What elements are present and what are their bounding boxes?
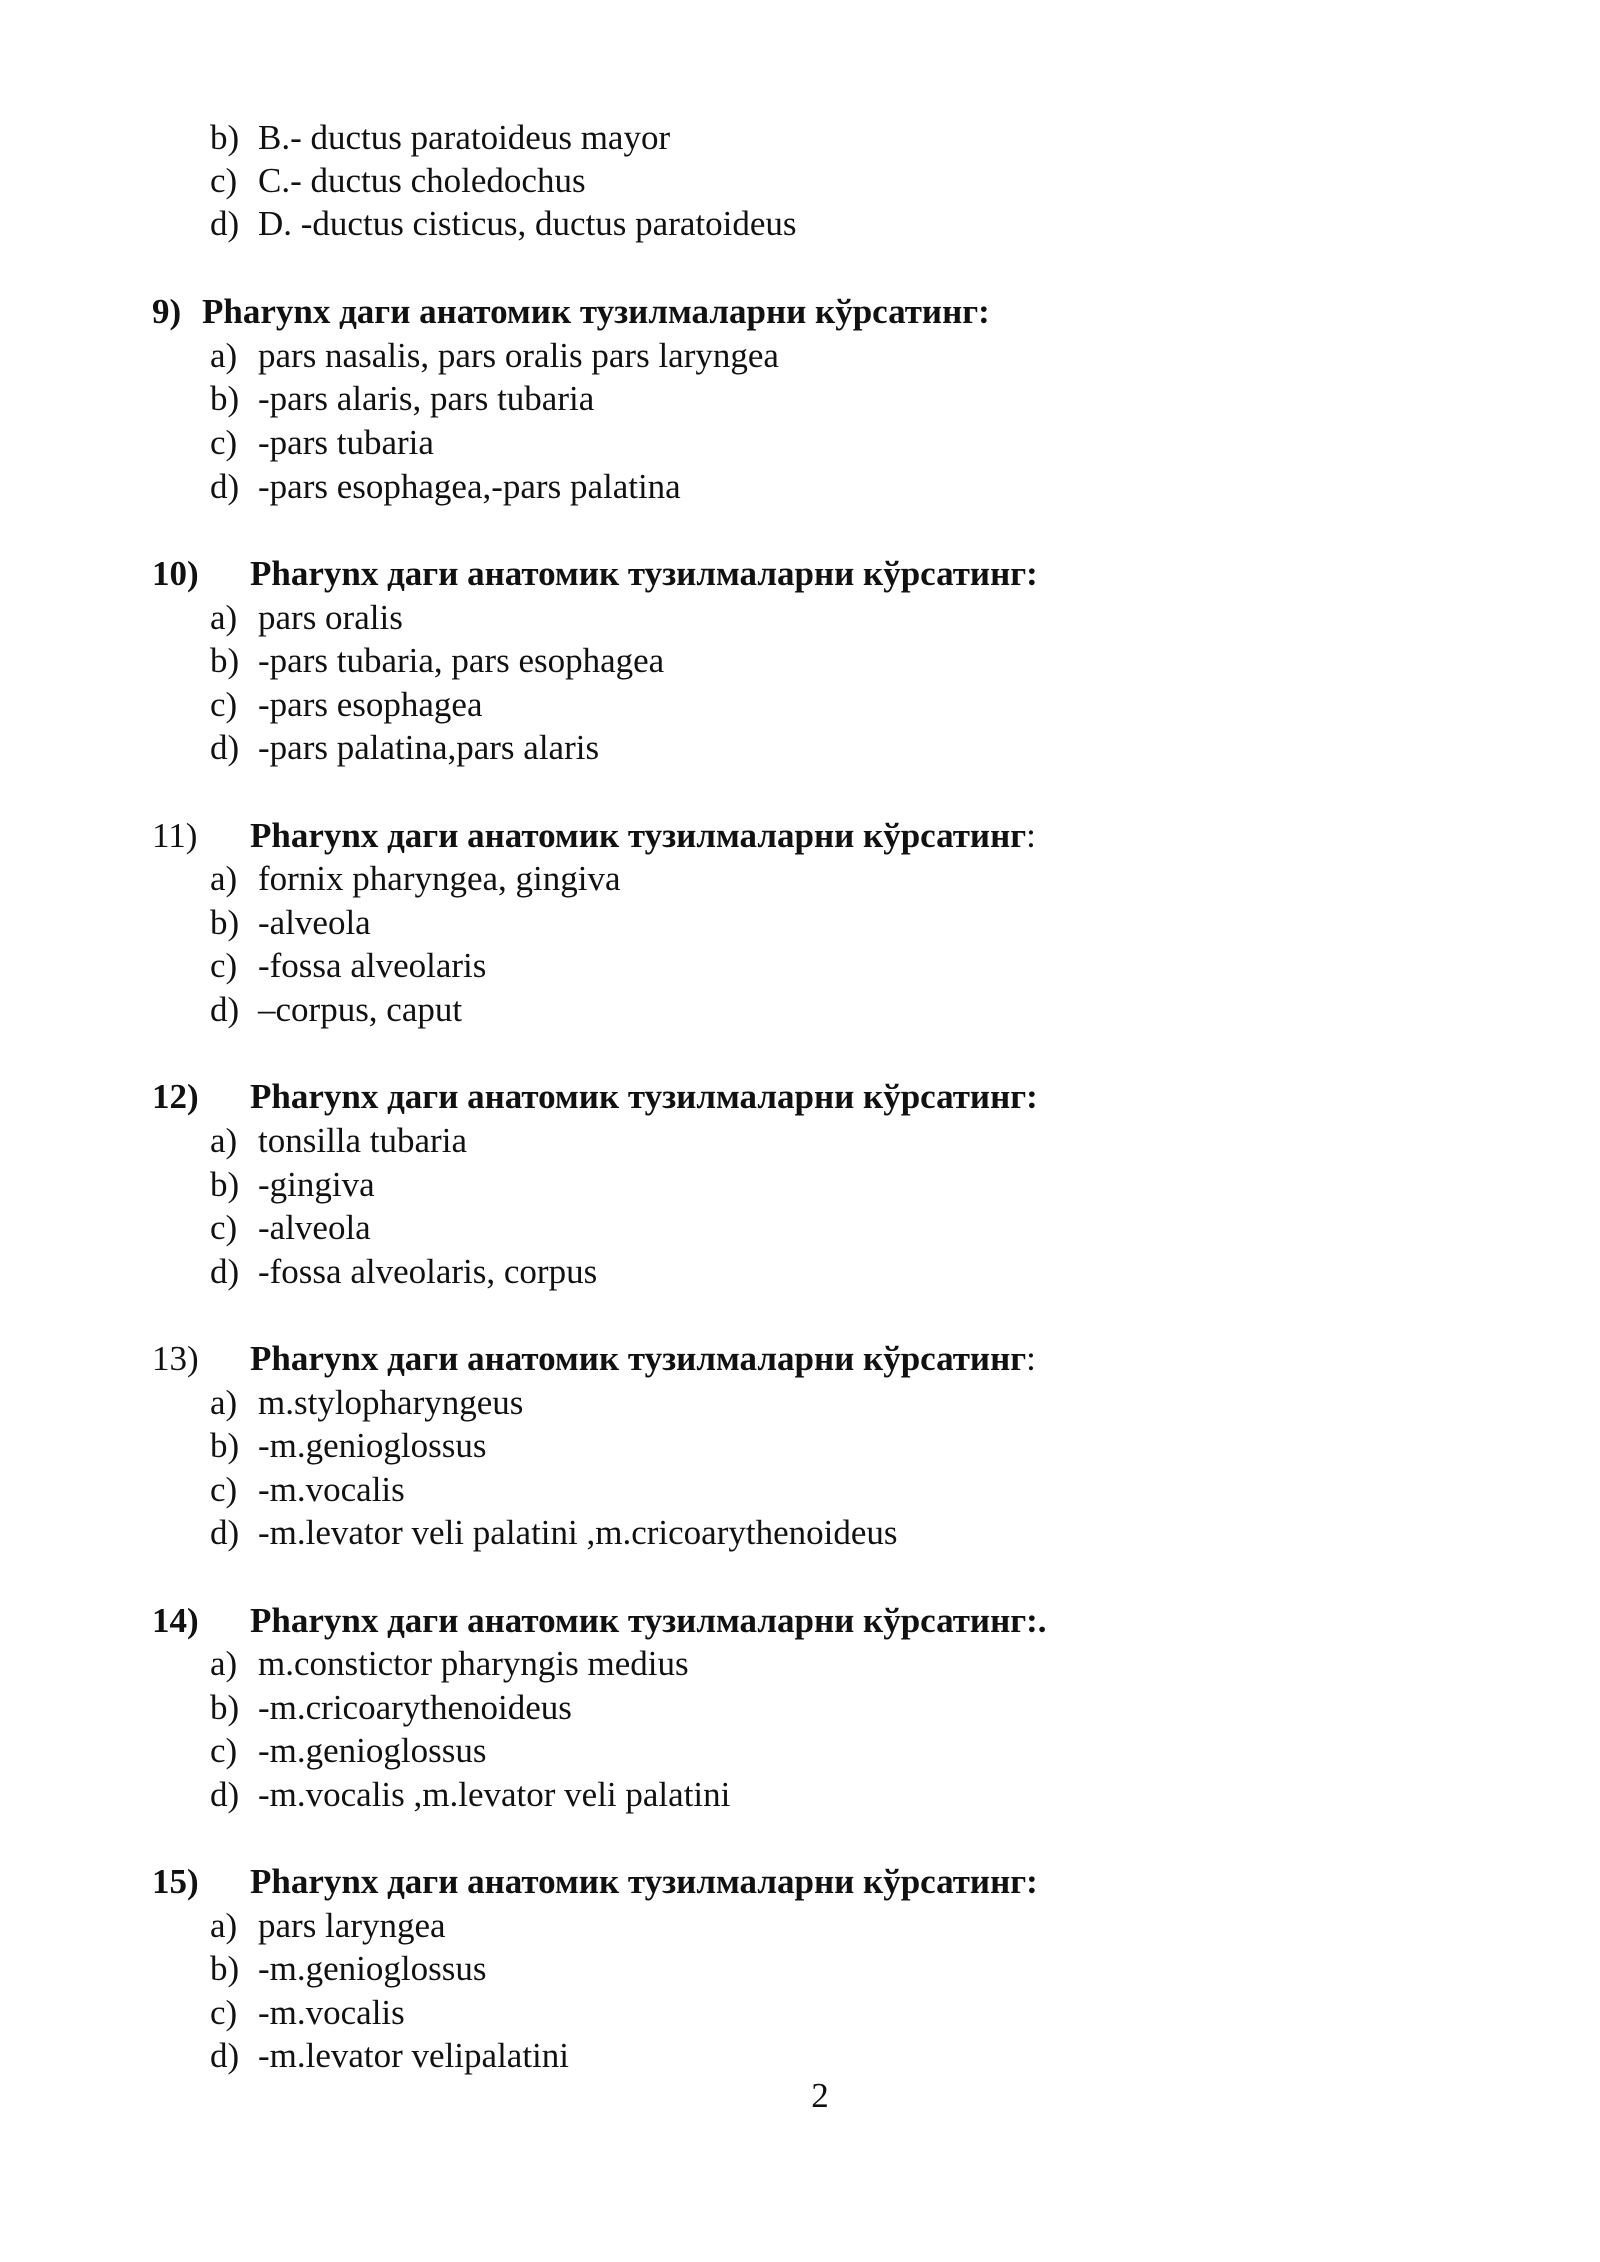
option-text: -m.levator veli palatini ,m.cricoarythenoideus (258, 1513, 898, 1552)
question-number: 13) (152, 1339, 199, 1378)
option-letter: b) (210, 903, 240, 942)
question-number: 14) (152, 1601, 199, 1640)
question-number: 11) (152, 816, 198, 855)
option-letter: a) (210, 1383, 238, 1422)
option-letter: a) (210, 598, 238, 637)
option-letter: d) (210, 990, 240, 1029)
option-text: -m.genioglossus (258, 1426, 487, 1465)
option-letter: c) (210, 1208, 238, 1247)
option-text: -pars tubaria (258, 423, 434, 462)
option-letter: b) (210, 379, 240, 418)
option-letter: d) (210, 1775, 240, 1814)
option-text: B.- ductus paratoideus mayor (258, 118, 671, 157)
question-text: Pharynx даги анатомик тузилмаларни кўрсатинг: (250, 1077, 1038, 1116)
option-letter: b) (210, 641, 240, 680)
question-number: 10) (152, 554, 199, 593)
option-text: –corpus, caput (258, 990, 463, 1029)
option-text: D. -ductus cisticus, ductus paratoideus (258, 204, 797, 243)
option-text: -alveola (258, 1208, 371, 1247)
option-text: -alveola (258, 903, 371, 942)
option-letter: c) (210, 685, 238, 724)
option-text: -m.levator velipalatini (258, 2036, 570, 2075)
question-text: Pharynx даги анатомик тузилмаларни кўрсатинг:. (250, 1601, 1047, 1640)
option-text: -pars tubaria, pars esophagea (258, 641, 665, 680)
option-letter: d) (210, 467, 240, 506)
option-letter: b) (210, 1426, 240, 1465)
option-text: pars oralis (258, 598, 403, 637)
option-letter: a) (210, 1644, 238, 1683)
option-letter: b) (210, 1165, 240, 1204)
question-number: 12) (152, 1077, 199, 1116)
option-letter: c) (210, 161, 238, 200)
option-text: m.stylopharyngeus (258, 1383, 524, 1422)
option-letter: c) (210, 946, 238, 985)
question-number: 9) (152, 292, 182, 331)
option-text: -m.cricoarythenoideus (258, 1688, 572, 1727)
option-letter: a) (210, 1121, 238, 1160)
option-text: C.- ductus choledochus (258, 161, 586, 200)
option-letter: d) (210, 728, 240, 767)
option-letter: b) (210, 1688, 240, 1727)
option-letter: b) (210, 1949, 240, 1988)
option-text: -m.vocalis (258, 1993, 405, 2032)
option-text: -m.genioglossus (258, 1949, 487, 1988)
question-colon: : (1026, 1339, 1036, 1378)
option-text: -pars esophagea,-pars palatina (258, 467, 681, 506)
option-letter: a) (210, 336, 238, 375)
option-text: m.constictor pharyngis medius (258, 1644, 689, 1683)
option-text: pars laryngea (258, 1906, 446, 1945)
option-text: -gingiva (258, 1165, 375, 1204)
question-number: 15) (152, 1862, 199, 1901)
option-letter: d) (210, 204, 240, 243)
option-letter: d) (210, 1513, 240, 1552)
option-text: fornix pharyngea, gingiva (258, 859, 621, 898)
option-letter: d) (210, 1252, 240, 1291)
option-letter: d) (210, 2036, 240, 2075)
question-text: Pharynx даги анатомик тузилмаларни кўрсатинг (250, 816, 1027, 855)
question-text: Pharynx даги анатомик тузилмаларни кўрсатинг: (250, 1862, 1038, 1901)
question-text: Pharynx даги анатомик тузилмаларни кўрсатинг: (202, 292, 990, 331)
option-letter: b) (210, 118, 240, 157)
option-letter: a) (210, 1906, 238, 1945)
question-colon: : (1026, 816, 1036, 855)
question-text: Pharynx даги анатомик тузилмаларни кўрсатинг: (250, 554, 1038, 593)
option-letter: a) (210, 859, 238, 898)
question-text: Pharynx даги анатомик тузилмаларни кўрсатинг (250, 1339, 1027, 1378)
option-letter: c) (210, 1993, 238, 2032)
page-number: 2 (811, 2076, 829, 2115)
option-text: -m.genioglossus (258, 1731, 487, 1770)
option-letter: c) (210, 1470, 238, 1509)
option-text: pars nasalis, pars oralis pars laryngea (258, 336, 779, 375)
option-letter: c) (210, 423, 238, 462)
option-text: -fossa alveolaris (258, 946, 487, 985)
option-text: -pars alaris, pars tubaria (258, 379, 595, 418)
option-text: -fossa alveolaris, corpus (258, 1252, 598, 1291)
option-text: -m.vocalis (258, 1470, 405, 1509)
option-text: -m.vocalis ,m.levator veli palatini (258, 1775, 731, 1814)
option-text: -pars esophagea (258, 685, 483, 724)
option-text: tonsilla tubaria (258, 1121, 467, 1160)
option-text: -pars palatina,pars alaris (258, 728, 600, 767)
option-letter: c) (210, 1731, 238, 1770)
